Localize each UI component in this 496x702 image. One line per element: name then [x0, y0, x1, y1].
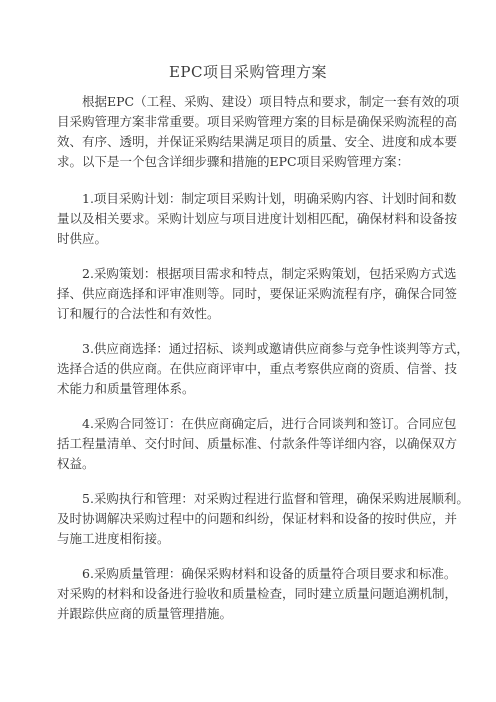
text-line: 权益。 [57, 456, 95, 471]
text-line: 5.采购执行和管理：对采购过程进行监督和管理，确保采购进展顺利。 [57, 491, 469, 506]
paragraph-step-5 [57, 489, 469, 549]
text-line: 与施工进度相衔接。 [57, 531, 170, 546]
text-line: 及时协调解决采购过程中的问题和纠纷，保证材料和设备的按时供应，并 [57, 511, 458, 526]
text-line: 时供应。 [57, 231, 108, 246]
text-line: 1.项目采购计划：制定项目采购计划，明确采购内容、计划时间和数 [57, 191, 457, 206]
text-line: 订和履行的合法性和有效性。 [57, 306, 220, 321]
text-line: 括工程量清单、交付时间、质量标准、付款条件等详细内容，以确保双方 [57, 436, 458, 451]
paragraph-step-2 [57, 264, 458, 324]
text-line: 并跟踪供应商的质量管理措施。 [57, 606, 233, 621]
text-line: 目采购管理方案非常重要。项目采购管理方案的目标是确保采购流程的高 [57, 114, 458, 129]
text-line: 对采购的材料和设备进行验收和质量检查，同时建立质量问题追溯机制， [57, 586, 458, 601]
text-line: 择、供应商选择和评审准则等。同时，要保证采购流程有序，确保合同签 [57, 286, 458, 301]
text-line: 2.采购策划：根据项目需求和特点，制定采购策划，包括采购方式选 [57, 266, 457, 281]
text-line: 术能力和质量管理体系。 [57, 381, 195, 396]
paragraph-step-3 [57, 339, 469, 399]
paragraph-step-1 [57, 189, 458, 249]
text-line: 3.供应商选择：通过招标、谈判或邀请供应商参与竞争性谈判等方式， [57, 341, 469, 356]
document-title: EPC项目采购管理方案 [168, 63, 328, 81]
text-line: 4.采购合同签订：在供应商确定后，进行合同谈判和签订。合同应包 [57, 416, 457, 431]
text-line: 6.采购质量管理：确保采购材料和设备的质量符合项目要求和标准。 [57, 566, 457, 581]
text-line: 求。以下是一个包含详细步骤和措施的EPC项目采购管理方案： [57, 154, 410, 169]
text-line: 根据EPC（工程、采购、建设）项目特点和要求，制定一套有效的项 [57, 94, 460, 109]
paragraph-intro [57, 92, 460, 172]
paragraph-step-6 [57, 564, 458, 624]
text-line: 选择合适的供应商。在供应商评审中，重点考察供应商的资质、信誉、技 [57, 361, 458, 376]
text-line: 效、有序、透明，并保证采购结果满足项目的质量、安全、进度和成本要 [57, 134, 458, 149]
paragraph-step-4 [57, 414, 458, 474]
text-line: 量以及相关要求。采购计划应与项目进度计划相匹配，确保材料和设备按 [57, 211, 458, 226]
